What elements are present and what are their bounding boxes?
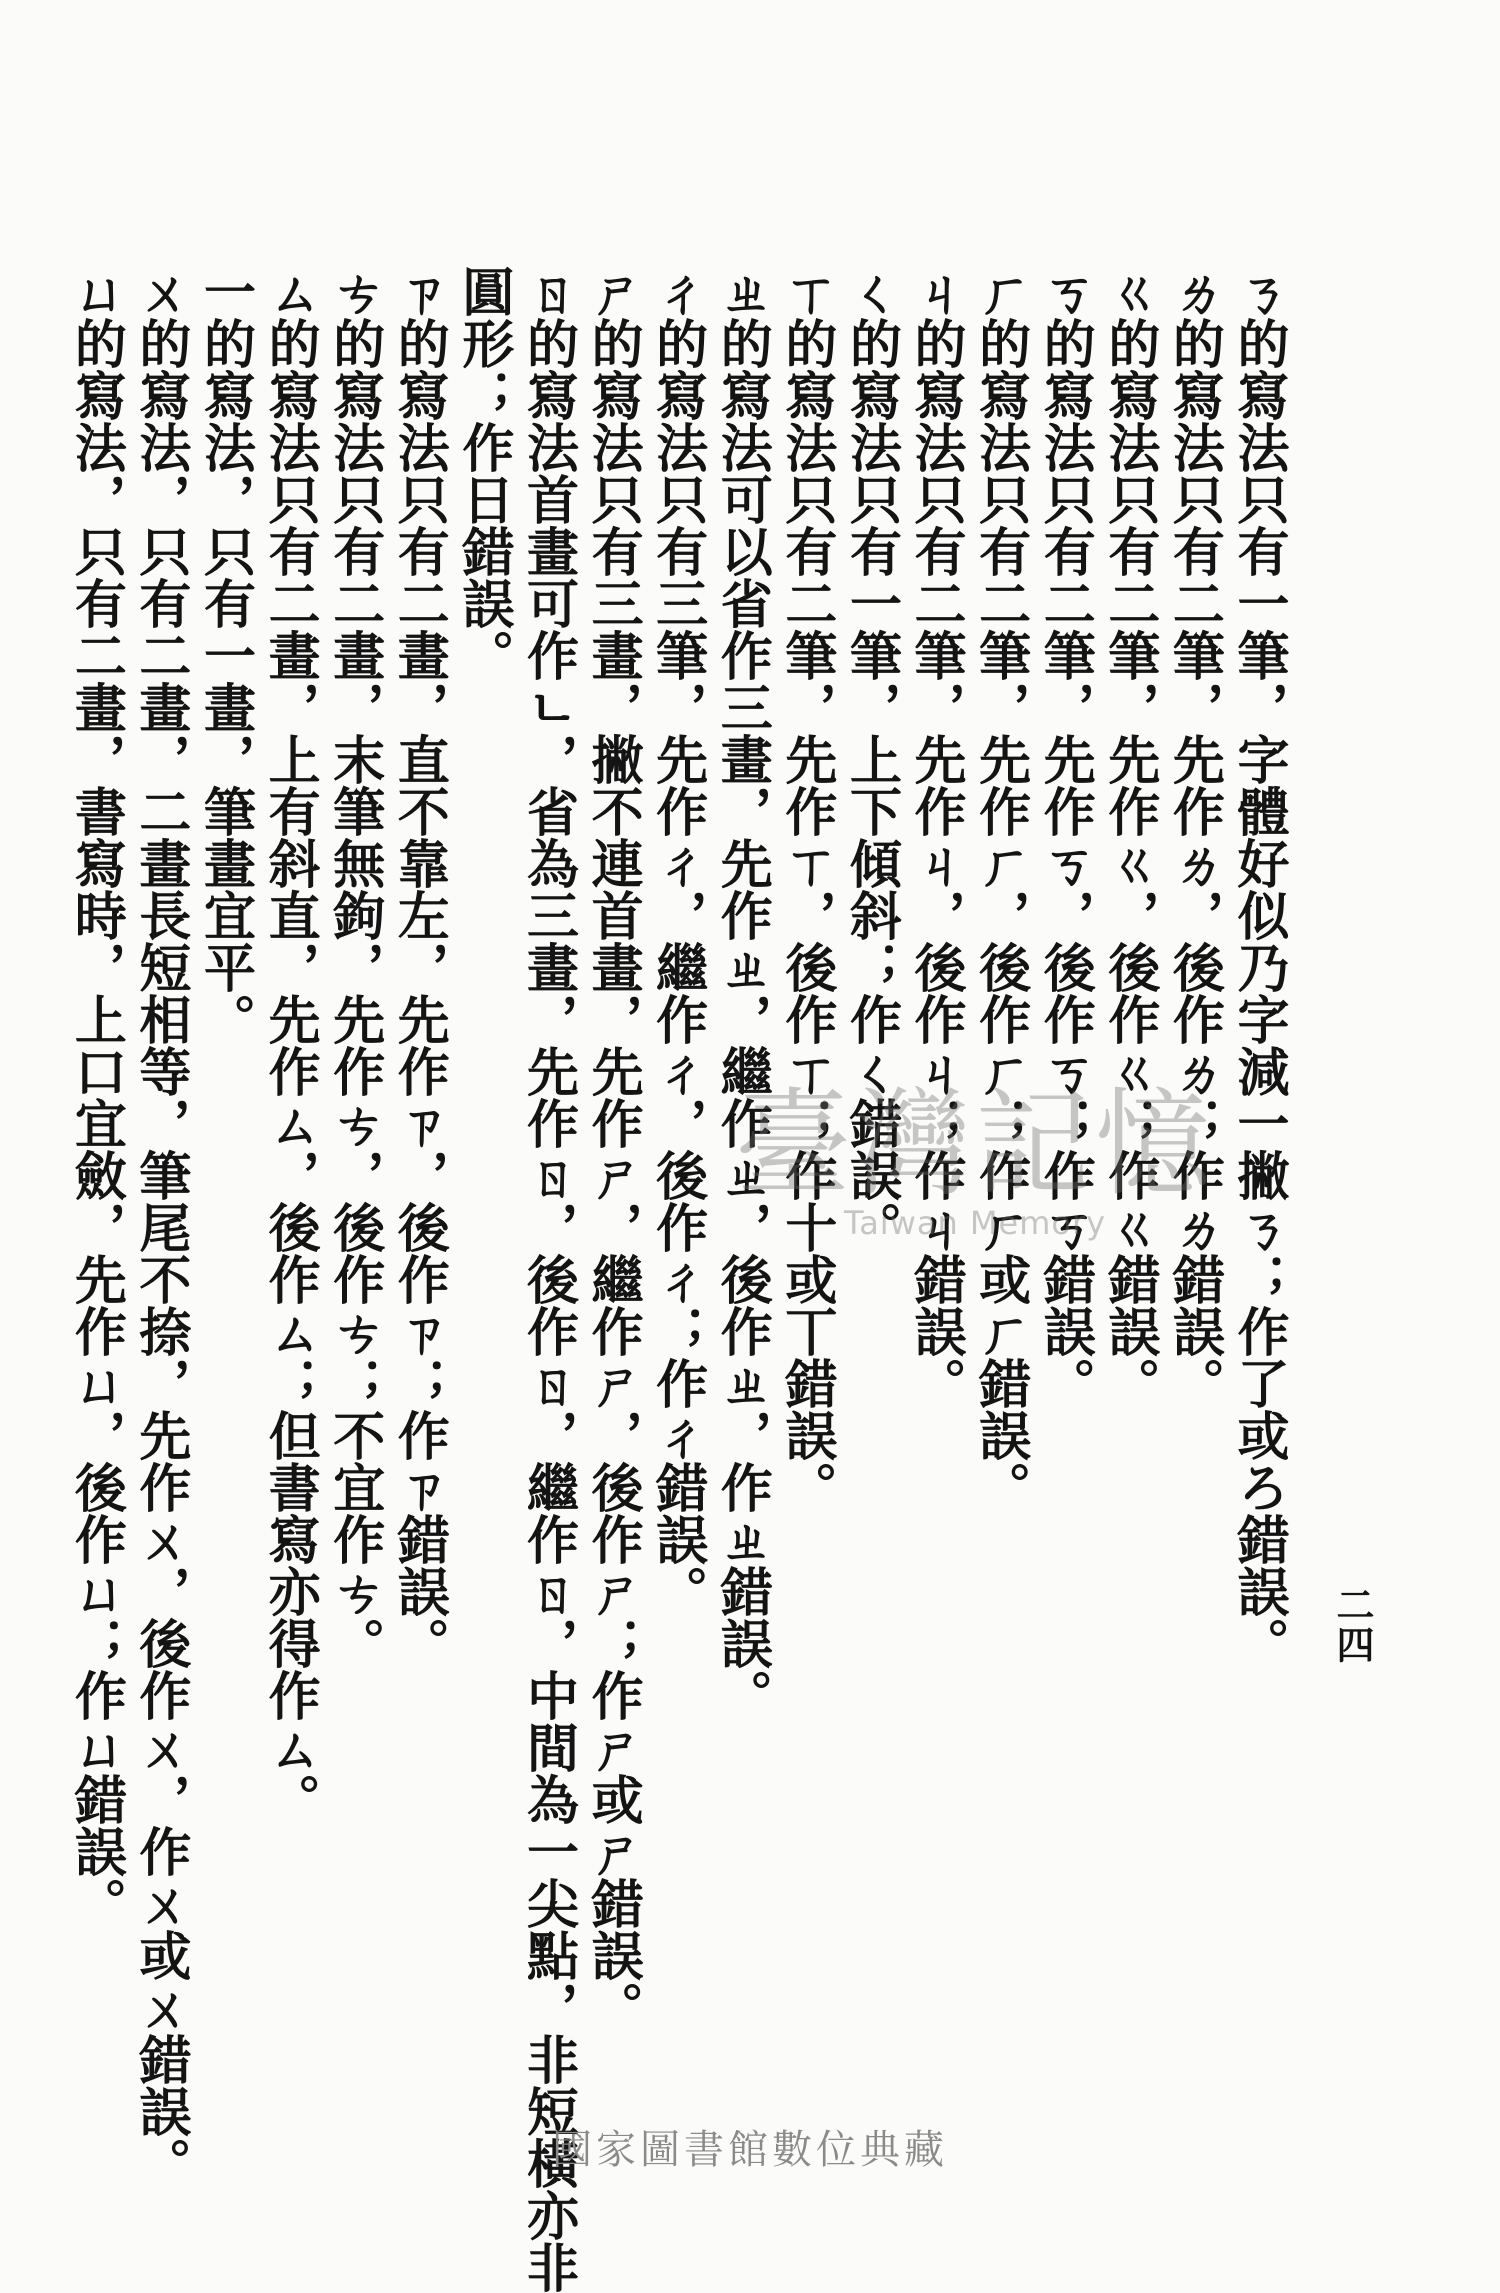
text-line: ㄕ的寫法只有三畫，撇不連首畫，先作ㄕ，繼作ㄕ，後作ㄕ；作ㄕ或ㄕ錯誤。 (582, 265, 644, 2033)
text-line: ㄖ的寫法首畫可作ㄴ，省為三畫，先作ㄖ，後作ㄖ，繼作ㄖ，中間為一尖點，非短橫亦非 (517, 265, 579, 2293)
text-line: ㄔ的寫法只有三筆，先作ㄔ，繼作ㄔ，後作ㄔ；作ㄔ錯誤。 (646, 265, 708, 1617)
text-line: ㄑ的寫法只有一筆，上下傾斜；作ㄑ錯誤。 (840, 265, 902, 1253)
text-line: ㄐ的寫法只有二筆，先作ㄐ，後作ㄐ；作ㄐ錯誤。 (905, 265, 967, 1409)
text-line: ㄍ的寫法只有二筆，先作ㄍ，後作ㄍ；作ㄍ錯誤。 (1098, 265, 1160, 1409)
page-number: 二四 (1330, 1585, 1375, 1665)
text-line: ㄒ的寫法只有二筆，先作ㄒ，後作ㄒ；作十或丅錯誤。 (775, 265, 837, 1513)
text-line: ㄩ的寫法，只有二畫，書寫時，上口宜斂，先作ㄩ，後作ㄩ；作ㄩ錯誤。 (65, 265, 127, 1929)
text-line: ㄨ的寫法，只有二畫，二畫長短相等，筆尾不捺，先作ㄨ，後作ㄨ，作ㄨ或ㄨ錯誤。 (129, 265, 191, 2189)
text-line: ㄙ的寫法只有二畫，上有斜直，先作ㄙ，後作ㄙ；但書寫亦得作ㄙ。 (259, 265, 321, 1825)
text-line: ㄘ的寫法只有二畫，末筆無鉤，先作ㄘ，後作ㄘ；不宜作ㄘ。 (323, 265, 385, 1669)
footer-label: 國家圖書館數位典藏 (552, 2127, 948, 2173)
text-line: 一的寫法，只有一畫，筆畫宜平。 (194, 265, 256, 1045)
watermark-text: 臺灣記憶 (735, 1077, 1215, 1212)
text-line: ㄗ的寫法只有二畫，直不靠左，先作ㄗ，後作ㄗ；作ㄗ錯誤。 (388, 265, 450, 1669)
watermark-subtext: Taiwan Memory (843, 1204, 1107, 1242)
text-line: ㄋ的寫法只有一筆，字體好似乃字減一撇ㄋ；作了或ろ錯誤。 (1228, 265, 1289, 1669)
text-line: ㄌ的寫法只有二筆，先作ㄌ，後作ㄌ；作ㄌ錯誤。 (1163, 265, 1225, 1409)
text-line: ㄎ的寫法只有二筆，先作ㄎ，後作ㄎ；作ㄎ錯誤。 (1034, 265, 1096, 1409)
text-line: ㄓ的寫法可以省作三畫，先作ㄓ，繼作ㄓ，後作ㄓ，作ㄓ錯誤。 (711, 265, 773, 1721)
text-line: ㄏ的寫法只有二筆，先作ㄏ，後作ㄏ；作ㄏ或ㄏ錯誤。 (969, 265, 1031, 1513)
text-line: 圓形；作日錯誤。 (452, 265, 514, 681)
